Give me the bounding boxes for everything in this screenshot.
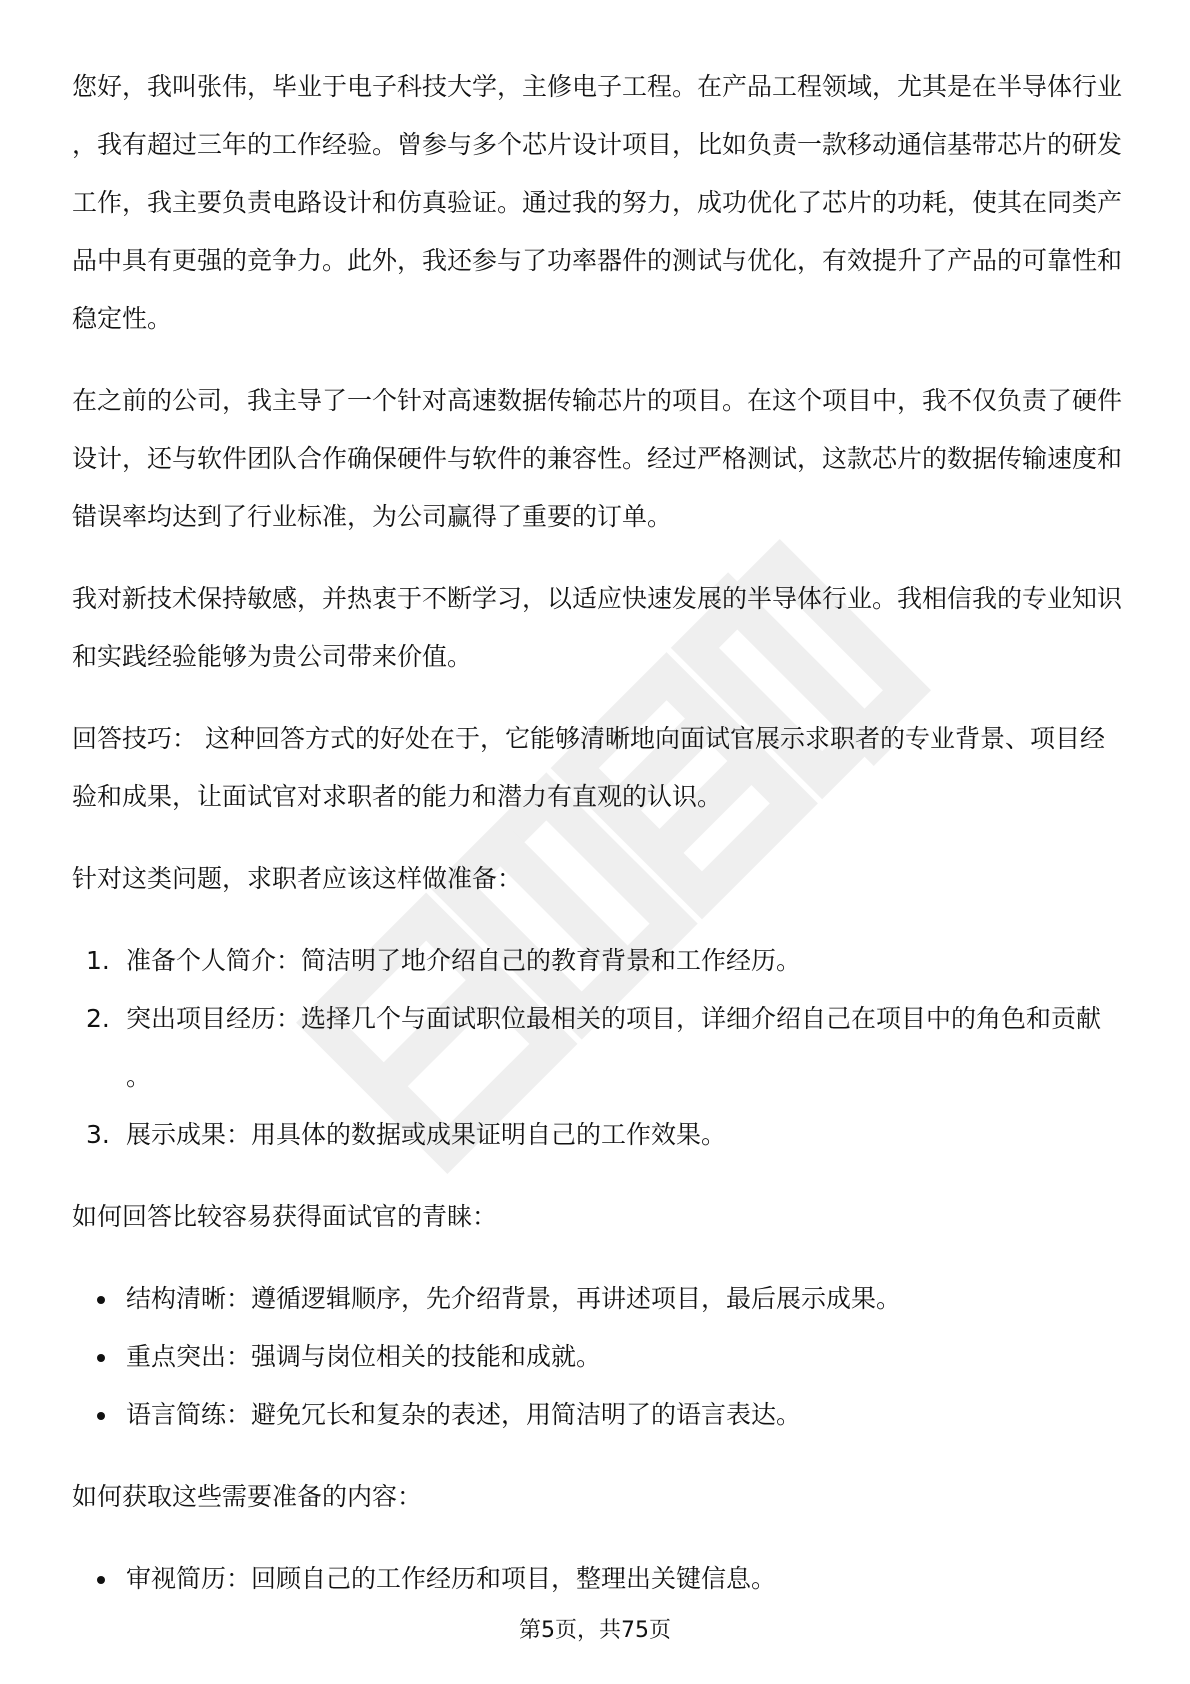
list-item [72,1386,1122,1444]
content-heading: 如何获取这些需要准备的内容： [72,1482,423,1511]
list-item-text: 突出项目经历：选择几个与面试职位最相关的项目，详细介绍自己在项目中的角色和贡献。 [126,1004,1102,1091]
list-item [72,932,1122,990]
bullet-icon [97,1354,105,1362]
project-paragraph: 在之前的公司，我主导了一个针对高速数据传输芯片的项目。在这个项目中，我不仅负责了硬件设计，还与软件团队合作确保硬件与软件的兼容性。经过严格测试，这款芯片的数据传输速度和错误率均达到了行业标准，为公司赢得了重要的订单。 [72,386,1123,531]
bullet-icon [97,1576,105,1584]
content-list [72,1550,1122,1608]
list-item-text: 展示成果：用具体的数据或成果证明自己的工作效果。 [126,1120,727,1149]
list-item [72,1550,1122,1608]
bullet-icon [97,1296,105,1304]
list-item [72,1328,1122,1386]
list-item-text: 重点突出：强调与岗位相关的技能和成就。 [126,1342,602,1371]
list-item-text: 审视简历：回顾自己的工作经历和项目，整理出关键信息。 [126,1564,777,1593]
tips-heading: 如何回答比较容易获得面试官的青睐： [72,1202,498,1231]
document-body [72,58,1122,1632]
prep-heading: 针对这类问题，求职者应该这样做准备： [72,864,523,893]
list-item-text: 语言简练：避免冗长和复杂的表述，用简洁明了的语言表达。 [126,1400,802,1429]
list-number: 1. [86,946,110,975]
list-item-text: 准备个人简介：简洁明了地介绍自己的教育背景和工作经历。 [126,946,802,975]
list-item [72,1270,1122,1328]
list-item [72,990,1122,1106]
bullet-icon [97,1412,105,1420]
learning-paragraph: 我对新技术保持敏感，并热衷于不断学习，以适应快速发展的半导体行业。我相信我的专业知识和实践经验能够为贵公司带来价值。 [72,584,1123,671]
list-number: 2. [86,1004,110,1033]
intro-paragraph: 您好，我叫张伟，毕业于电子科技大学，主修电子工程。在产品工程领域，尤其是在半导体行业，我有超过三年的工作经验。曾参与多个芯片设计项目，比如负责一款移动通信基带芯片的研发工作，我主要负责电路设计和仿真验证。通过我的努力，成功优化了芯片的功耗，使其在同类产品中具有更强的竞争力。此外，我还参与了功率器件的测试与优化，有效提升了产品的可靠性和稳定性。 [72,72,1123,333]
tips-list [72,1270,1122,1444]
page-number: 第5页，共75页 [519,1618,671,1643]
prep-list [72,932,1122,1164]
list-item-text: 结构清晰：遵循逻辑顺序，先介绍背景，再讲述项目，最后展示成果。 [126,1284,902,1313]
list-number: 3. [86,1120,110,1149]
list-item [72,1106,1122,1164]
answer-tips-paragraph: 回答技巧： 这种回答方式的好处在于，它能够清晰地向面试官展示求职者的专业背景、项目经验和成果，让面试官对求职者的能力和潜力有直观的认识。 [72,724,1105,811]
